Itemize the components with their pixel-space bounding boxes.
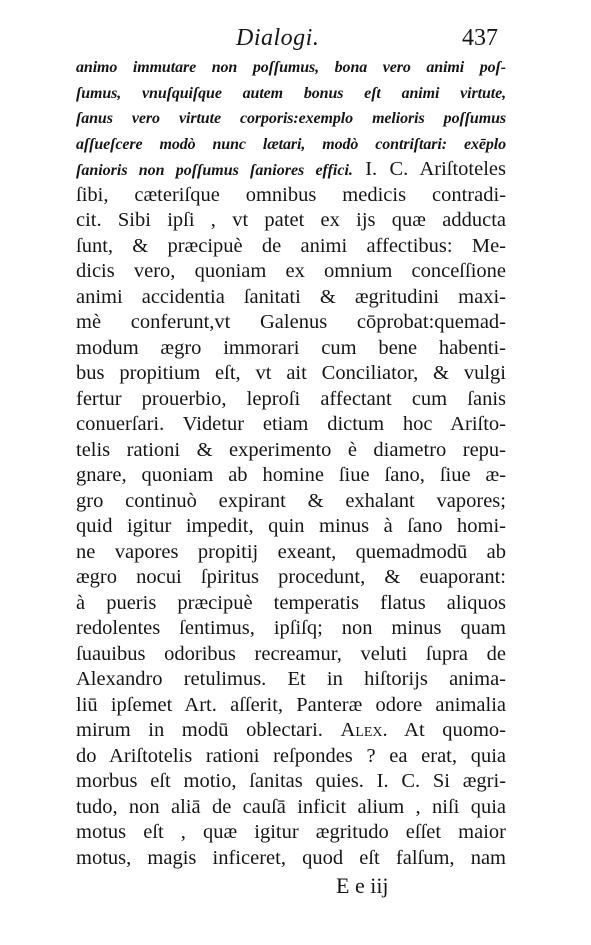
text-line: ſanus vero virtute corporis:exemplo melioris poſſumus: [76, 110, 506, 127]
text-line: bus propitium eſt, vt ait Conciliator, & vulgi: [76, 362, 506, 384]
text-line: gnare, quoniam ab homine ſiue ſano, ſiue æ-: [76, 464, 506, 486]
text-line: quid igitur impedit, quin minus à ſano homi-: [76, 515, 506, 537]
text-line: à pueris præcipuè temperatis flatus aliquos: [76, 591, 506, 614]
text-line: mè conferunt,vt Galenus cōprobat:quemad-: [76, 311, 506, 333]
text-line: ne vapores propitij exeant, quemadmodū ab: [76, 540, 506, 563]
text-line: telis rationi & experimento è diametro repu-: [76, 438, 506, 461]
text-line: ægro nocui ſpiritus procedunt, & euaporant:: [76, 566, 506, 588]
text-line: Alexandro retulimus. Et in hiſtorijs anima-: [76, 668, 506, 690]
text-line: animi accidentia ſanitati & ægritudini maxi-: [76, 285, 506, 308]
text-line: ſuauibus odoribus recreamur, veluti ſupra de: [76, 642, 506, 665]
running-head: [80, 25, 498, 53]
text-span: At quomo-: [404, 719, 507, 741]
signature-mark: E e iij: [336, 873, 389, 898]
text-span: I. C. Ariſtoteles: [365, 158, 507, 180]
text-line: do Ariſtotelis rationi reſpondes ? ea erat, quia: [76, 744, 506, 767]
text-line: conuerſari. Videtur etiam dictum hoc Ariſto-: [76, 413, 506, 435]
text-line: liū ipſemet Art. aſſerit, Panteræ odore animalia: [76, 693, 506, 716]
text-line: motus eſt , quæ igitur ægritudo eſſet maior: [76, 821, 506, 843]
text-line: [76, 718, 506, 744]
text-line: redolentes ſentimus, ipſiſq; non minus quam: [76, 617, 506, 639]
speaker-name: Alex.: [340, 719, 388, 741]
running-title: Dialogi.: [236, 25, 320, 51]
text-line: dicis vero, quoniam ex omnium conceſſione: [76, 260, 506, 282]
text-line: cit. Sibi ipſi , vt patet ex ijs quæ adducta: [76, 209, 506, 231]
text-line: gro continuò expirant & exhalant vapores;: [76, 489, 506, 512]
text-line: ſumus, vnuſquiſque autem bonus eſt animi virtute,: [76, 84, 506, 102]
text-line: animo immutare non poſſumus, bona vero animi poſ-: [76, 59, 506, 76]
text-line: motus, magis inficeret, quod eſt falſum, nam: [76, 846, 506, 869]
text-line: [76, 157, 506, 183]
text-span-italic: ſanioris non poſſumus ſaniores effici.: [76, 162, 353, 179]
text-span: mirum in modū oblectari.: [76, 719, 323, 741]
page-number: 437: [462, 25, 498, 51]
text-line: aſſueſcere modò nunc lætari, modò contriſtari: exēplo: [76, 135, 506, 153]
text-line: ſibi, cæteriſque omnibus medicis contradi-: [76, 183, 506, 206]
text-line: tudo, non aliā de cauſā inficit alium , niſi quia: [76, 795, 506, 818]
text-line: modum ægro immorari cum bene habenti-: [76, 336, 506, 359]
body-text: [76, 55, 506, 871]
text-line: morbus eſt motio, ſanitas quies. I. C. Si ægri-: [76, 770, 506, 792]
text-line: ſunt, & præcipuè de animi affectibus: Me-: [76, 234, 506, 257]
text-line: fertur prouerbio, leproſi affectant cum ſanis: [76, 387, 506, 410]
